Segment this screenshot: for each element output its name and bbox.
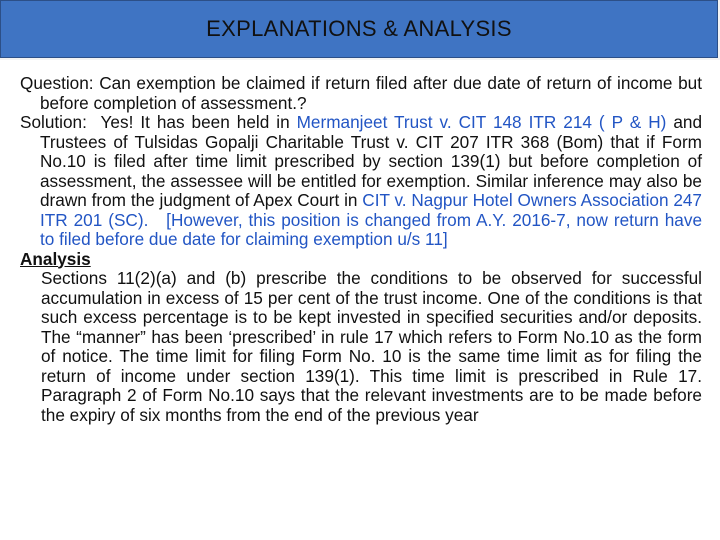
question-text: Can exemption be claimed if return filed after due date of return of income but before completion of assessment.? (40, 73, 702, 113)
question-label: Question: (20, 73, 94, 93)
solution-intro: Yes! It has been held in (100, 112, 297, 132)
solution-body: and Trustees of Tulsidas Gopalji Charitable Trust v. CIT 207 ITR 368 (Bom) that if Form No.10 is filed after time limit prescribed by section 139(1) but before completion of assessment, the assessee will be entitled for exemption. Similar inference may also be drawn from the judgment of Apex Court in (40, 112, 702, 210)
title-bar (0, 0, 718, 58)
solution-paragraph (20, 113, 702, 250)
slide-body (0, 60, 720, 540)
case-citation-nagpur: CIT v. Nagpur Hotel Owners Association 247 ITR 201 (SC). (40, 190, 702, 230)
analysis-text: Sections 11(2)(a) and (b) prescribe the conditions to be observed for successful accumulation in excess of 15 per cent of the trust income. One of the conditions is that such excess percentage is to be kept invested in specified securities and/or deposits. The “manner” has been ‘prescribed’ in rule 17 which refers to Form No.10 as the form of notice. The time limit for filing Form No. 10 is the same time limit as for filing the return of income under section 139(1). This time limit is prescribed in Rule 17. Paragraph 2 of Form No.10 says that the relevant investments are to be made before the expiry of six months from the end of the previous year (41, 268, 702, 425)
solution-note: [However, this position is changed from A.Y. 2016-7, now return have to filed before due date for claiming exemption u/s 11] (40, 209, 703, 249)
analysis-heading: Analysis (20, 248, 91, 269)
slide-title: EXPLANATIONS & ANALYSIS (206, 16, 512, 41)
case-citation-mermanjeet: Mermanjeet Trust v. CIT 148 ITR 214 ( P & H) (296, 112, 667, 132)
question-paragraph (20, 74, 702, 113)
solution-label: Solution: (20, 112, 87, 132)
